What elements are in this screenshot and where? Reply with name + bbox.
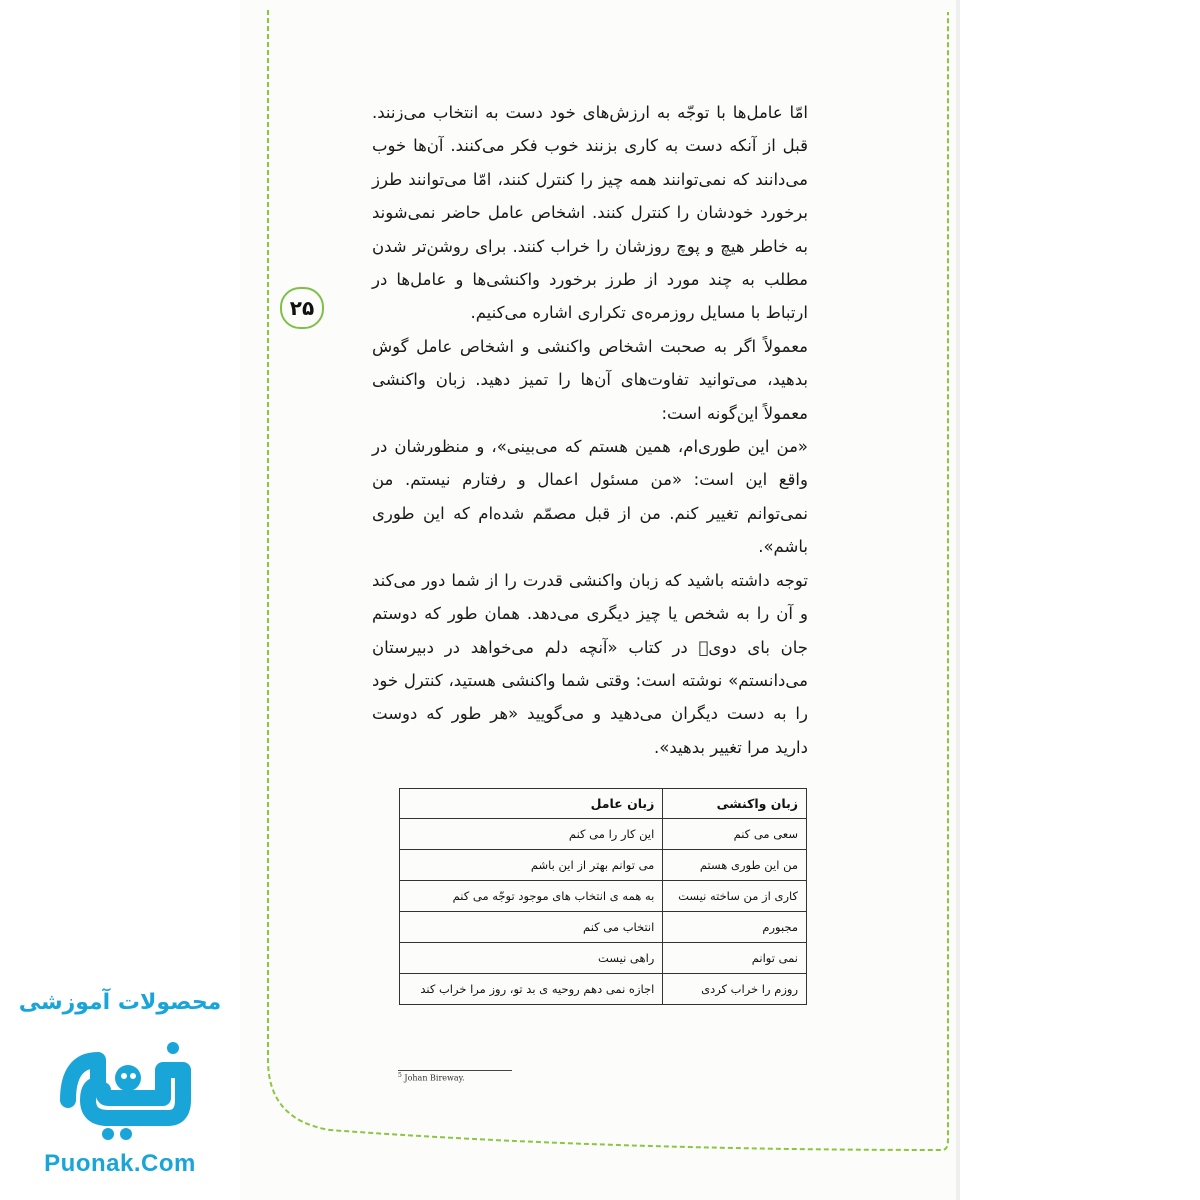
- paragraph: معمولاً اگر به صحبت اشخاص واکنشی و اشخاص عامل گوش بدهید، می‌توانید تفاوت‌های آن‌ها را تمیز دهید. زبان واکنشی معمولاً این‌گونه است:: [372, 336, 808, 423]
- table-row: [400, 819, 807, 850]
- footnote-marker: 5: [398, 1072, 402, 1079]
- table-cell: راهی نیست: [400, 943, 663, 974]
- table-cell: مجبورم: [663, 912, 807, 943]
- table-cell: سعی می کنم: [663, 819, 807, 850]
- language-comparison-table: [399, 788, 807, 1005]
- table-cell: نمی توانم: [663, 943, 807, 974]
- table-row: [400, 912, 807, 943]
- table-header-proactive: زبان عامل: [400, 789, 663, 819]
- table-cell: انتخاب می کنم: [400, 912, 663, 943]
- table-cell: من این طوری هستم: [663, 850, 807, 881]
- table-header-reactive: زبان واکنشی: [663, 789, 807, 819]
- table-cell: به همه ی انتخاب های موجود توجّه می کنم: [400, 881, 663, 912]
- paragraph: توجه داشته باشید که زبان واکنشی قدرت را از شما دور می‌کند و آن را به شخص یا چیز دیگری می‌دهد. همان طور که دوستم جان بای دویۡ در کتاب «آنچه دلم می‌خواهد در دبیرستان می‌دانستم» نوشته است: وقتی شما واکنشی هستید، کنترل خود را به دست دیگران می‌دهید و می‌گویید «هر طور که دوست دارید مرا تغییر بدهید».: [372, 570, 808, 757]
- body-text: [372, 96, 808, 764]
- brand-url: Puonak.Com: [44, 1150, 196, 1177]
- table-row: [400, 881, 807, 912]
- paragraph: «من این طوری‌ام، همین هستم که می‌بینی»، و منظورشان در واقع این است: «من مسئول اعمال و رفتارم نیستم. من نمی‌توانم تغییر کنم. من از قبل مصمّم شده‌ام که این طوری باشم».: [372, 437, 808, 557]
- brand-watermark: [10, 980, 230, 1190]
- table-row: [400, 943, 807, 974]
- table-cell: اجازه نمی دهم روحیه ی بد تو، روز مرا خراب کند: [400, 974, 663, 1005]
- table-header-row: [400, 789, 807, 819]
- brand-logo-icon: [48, 1030, 198, 1140]
- footnote-rule: [398, 1070, 512, 1071]
- brand-title: محصولات آموزشی: [18, 990, 222, 1015]
- table-cell: این کار را می کنم: [400, 819, 663, 850]
- table-cell: روزم را خراب کردی: [663, 974, 807, 1005]
- table-row: [400, 974, 807, 1005]
- table-cell: می توانم بهتر از این باشم: [400, 850, 663, 881]
- footnote-text: Johan Bireway.: [404, 1073, 465, 1083]
- table-row: [400, 850, 807, 881]
- footnote: [398, 1072, 465, 1083]
- page-number: ۲۵: [280, 287, 324, 329]
- paragraph: امّا عامل‌ها با توجّه به ارزش‌های خود دست به انتخاب می‌زنند. قبل از آنکه دست به کاری بزنند خوب فکر می‌کنند. آن‌ها خوب می‌دانند که نمی‌توانند همه چیز را کنترل کنند، امّا می‌توانند طرز برخورد خودشان را کنترل کنند. اشخاص عامل حاضر نمی‌شوند به خاطر هیچ و پوچ روزشان را خراب کنند. برای روشن‌تر شدن مطلب به چند مورد از طرز برخورد واکنشی‌ها و عامل‌ها در ارتباط با مسایل روزمره‌ی تکراری اشاره می‌کنیم.: [372, 103, 808, 323]
- table-cell: کاری از من ساخته نیست: [663, 881, 807, 912]
